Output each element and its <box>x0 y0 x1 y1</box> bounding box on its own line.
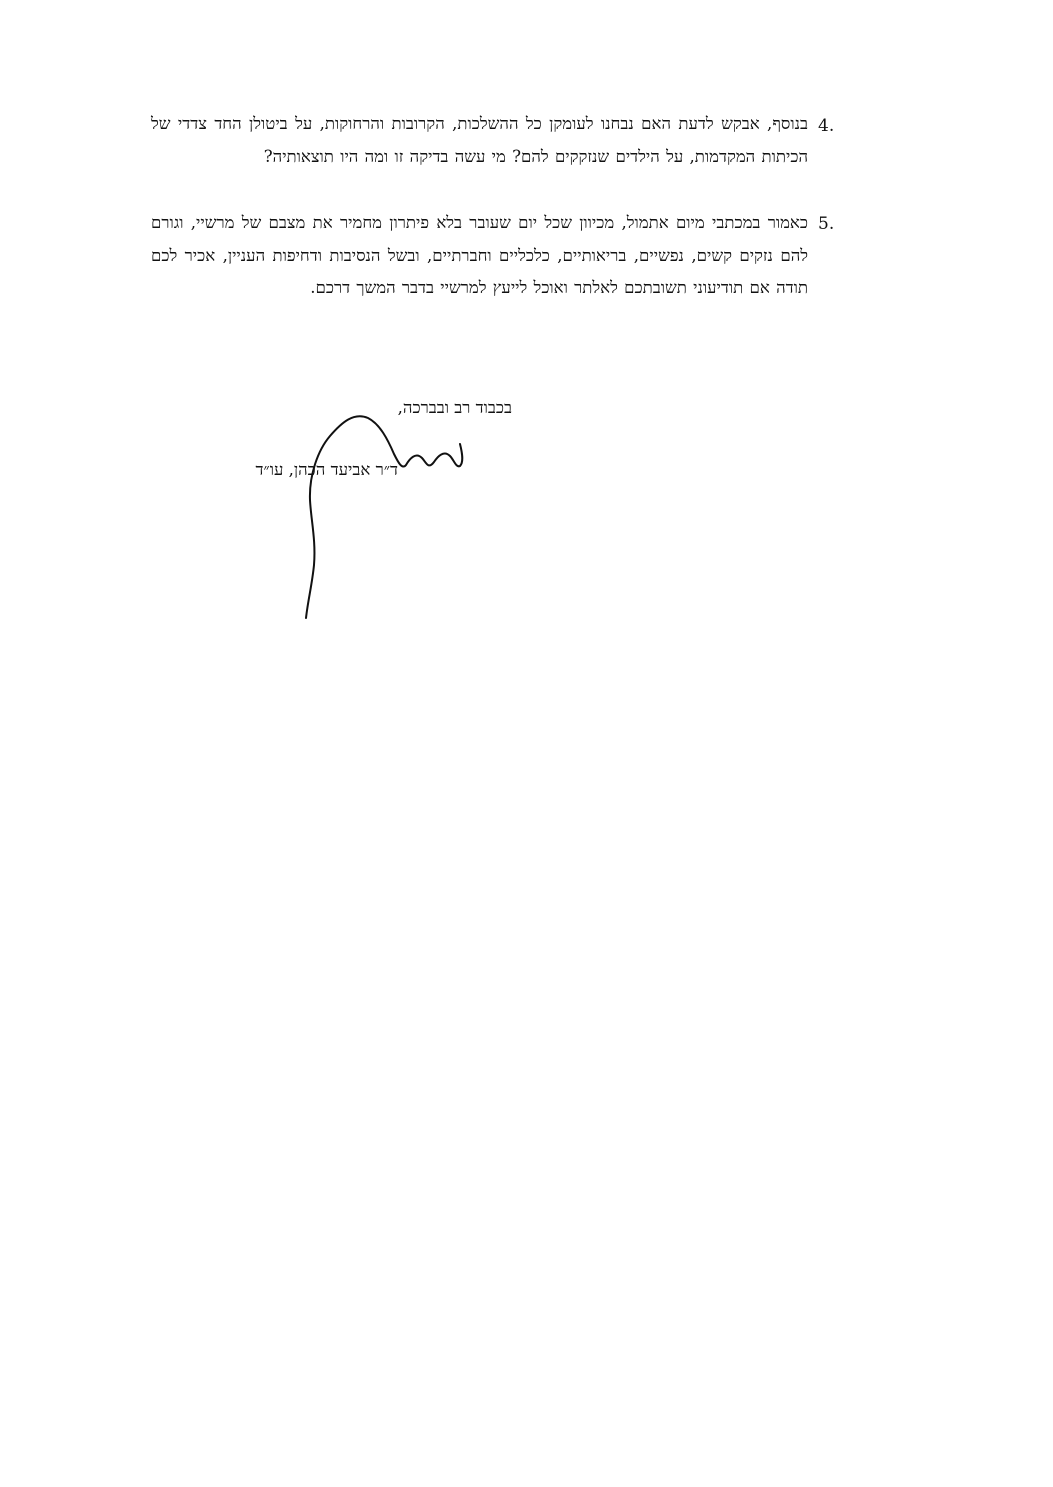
item-paragraph: בנוסף, אבקש לדעת האם נבחנו לעומקן כל ההשלכות, הקרובות והרחוקות, על ביטולן החד צדדי של הכיתות המקדמות, על הילדים שנזקקים להם? מי עשה בדיקה זו ומה היו תוצאותיה? <box>151 114 808 166</box>
item-number: 4. <box>818 116 835 136</box>
handwritten-signature <box>298 400 478 625</box>
item-number: 5. <box>818 214 835 234</box>
signatory-name: ד״ר אביעד הכהן, עו״ד <box>255 460 398 479</box>
closing-salutation: בכבוד רב ובברכה, <box>397 398 512 417</box>
item-paragraph: כאמור במכתבי מיום אתמול, מכיוון שכל יום שעובר בלא פיתרון מחמיר את מצבם של מרשיי, וגורם להם נזקים קשים, נפשיים, בריאותיים, כלכליים וחברתיים, ובשל הנסיבות ודחיפות העניין, אכיר לכם תודה אם תודיעוני תשובתכם לאלתר ואוכל לייעץ למרשיי בדבר המשך דרכם. <box>151 213 808 297</box>
